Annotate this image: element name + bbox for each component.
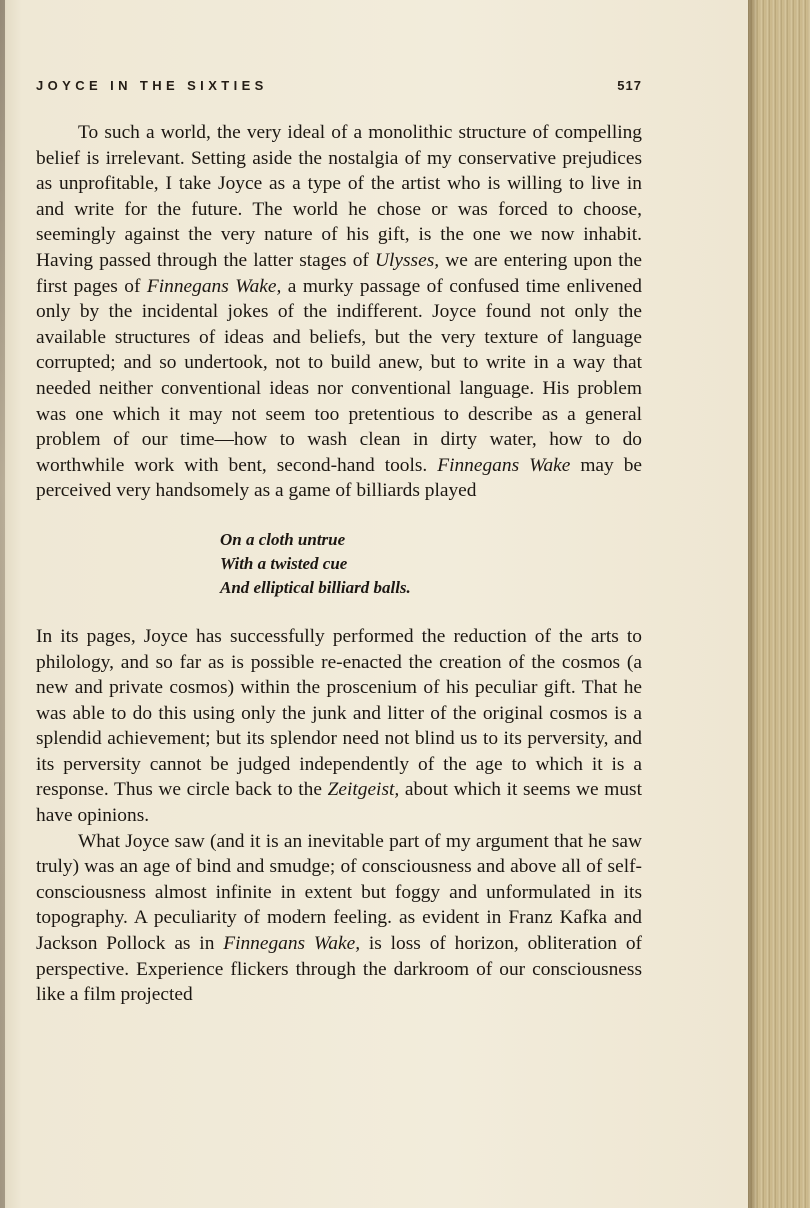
body-text (36, 120, 642, 1008)
paragraph-2 (36, 624, 642, 829)
paragraph-1-italic-2: Finnegans Wake, (146, 275, 282, 297)
verse-line: With a twisted cue (220, 553, 348, 573)
paragraph-1-text-3: a murky passage of confused time enlivened only by the incidental jokes of the indifferent. Joyce found not only the available structures of ideas and beliefs, but the very texture of language corrupted; and so undertook, not to build anew, but to write in a way that needed neither conventional ideas nor conventional language. His problem was one which it may not seem too pretentious to describe as a general problem of our time—how to wash clean in dirty water, how to do worthwhile work with bent, second-hand tools. (36, 275, 642, 476)
paragraph-1-text-1: To such a world, the very ideal of a monolithic structure of compelling belief is irrelevant. Setting aside the nostalgia of my conservative prejudices as unprofitable, I take Joyce as a type of the artist who is willing to live in and write for the future. The world he chose or was forced to choose, seemingly against the very nature of his gift, is the one we now inhabit. Having passed through the latter stages of (36, 122, 642, 271)
paragraph-1-italic-3: Finnegans Wake (437, 454, 571, 476)
verse-line: And elliptical billiard balls. (220, 577, 411, 597)
page-number: 517 (617, 78, 642, 93)
paragraph-1-italic-1: Ulysses, (375, 249, 440, 271)
paragraph-3-text-1: What Joyce saw (and it is an inevitable part of my argument that he saw truly) was an age of bind and smudge; of consciousness and above all of self-consciousness almost infinite in extent but foggy and unformulated in its topography. A peculiarity of modern feeling. as evident in Franz Kafka and Jackson Pollock as in (36, 830, 642, 955)
paragraph-1-text-2: we are entering upon the first pages of (36, 249, 642, 297)
paragraph-2-text-2: about which it seems we must have opinions. (36, 779, 642, 827)
paragraph-2-text-1: In its pages, Joyce has successfully performed the reduction of the arts to philology, and so far as is possible re-enacted the creation of the cosmos (a new and private cosmos) within the proscenium of his peculiar gift. That he was able to do this using only the junk and litter of the original cosmos is a splendid achievement; but its splendor need not blind us to its perversity, and its perversity cannot be judged independently of the age to which it is a response. Thus we circle back to the (36, 625, 642, 801)
paragraph-2-italic-1: Zeitgeist, (327, 779, 400, 801)
page-edges (748, 0, 810, 1208)
paragraph-1 (36, 120, 642, 504)
paragraph-3-italic-1: Finnegans Wake, (223, 933, 361, 955)
paragraph-3 (36, 829, 642, 1008)
verse-line: On a cloth untrue (220, 529, 346, 549)
paragraph-3-text-2: is loss of horizon, obliteration of perspective. Experience flickers through the darkroom of our consciousness like a film projected (36, 933, 642, 1006)
verse-quotation (220, 528, 642, 600)
paragraph-1-text-4: may be perceived very handsomely as a game of billiards played (36, 454, 642, 502)
page-binding-shadow (0, 0, 5, 1208)
running-head-title: JOYCE IN THE SIXTIES (36, 78, 268, 93)
